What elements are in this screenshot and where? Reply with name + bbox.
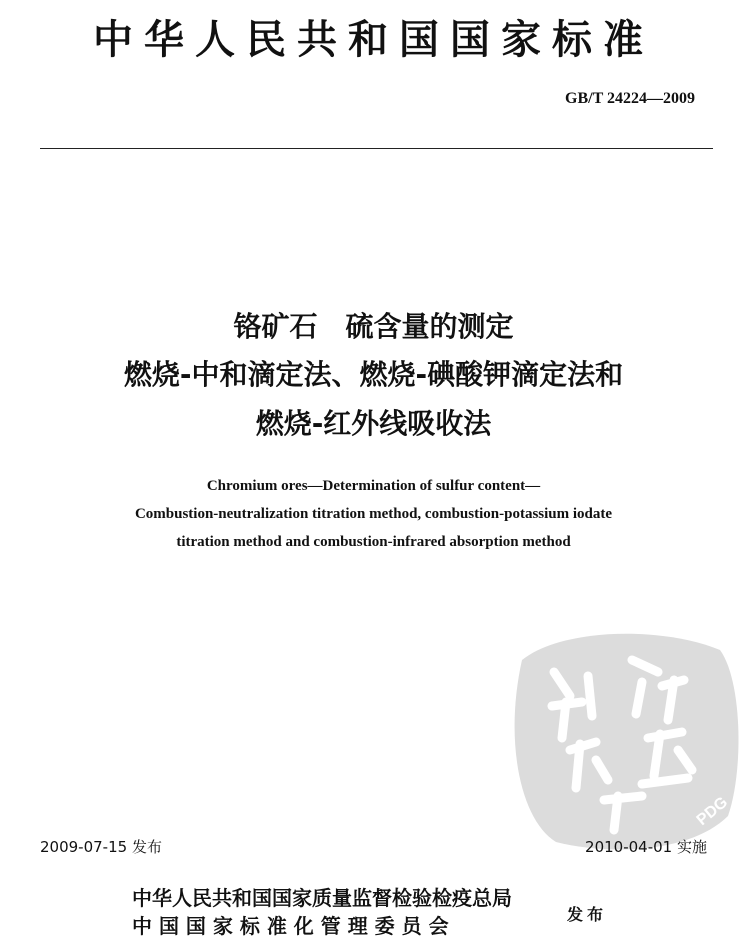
english-title-line-1: Chromium ores—Determination of sulfur content—: [206, 478, 541, 494]
standard-number: GB/T 24224—2009: [565, 90, 695, 107]
chinese-title-line-1: 铬矿石 硫含量的测定: [233, 310, 514, 343]
chinese-title-line-3: 燃烧-红外线吸收法: [255, 407, 492, 440]
watermark-label: PDG: [693, 793, 732, 830]
chinese-title-line-2: 燃烧-中和滴定法、燃烧-碘酸钾滴定法和: [123, 358, 624, 391]
header-title: 中华人民共和国国家标准: [93, 16, 654, 63]
header-divider: [40, 148, 713, 149]
implementation-date: 2010-04-01 实施: [585, 838, 707, 856]
publish-label: 发布: [567, 905, 608, 924]
publisher-line-2: 中 国 国 家 标 准 化 管 理 委 员 会: [132, 914, 449, 938]
english-title-line-3: titration method and combustion-infrared absorption method: [176, 534, 571, 550]
publisher-line-1: 中华人民共和国国家质量监督检验检疫总局: [132, 886, 512, 910]
issue-date: 2009-07-15 发布: [40, 838, 162, 856]
seal-watermark: [492, 620, 747, 860]
english-title-line-2: Combustion-neutralization titration method, combustion-potassium iodate: [134, 506, 613, 522]
